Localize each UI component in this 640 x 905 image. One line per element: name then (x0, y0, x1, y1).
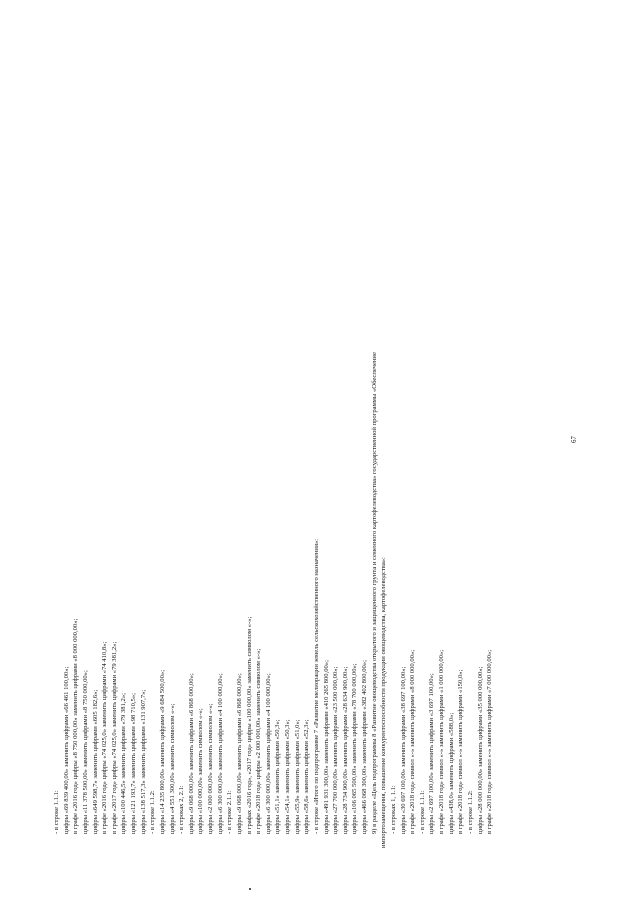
text-line: цифры «6 300 000,00» заменить цифрами «4 100 000,00»; (216, 673, 224, 834)
text-line: цифры «2 000 000,00» заменить символом «-»; (207, 703, 214, 834)
text-line: цифры «28 734 900,00» заменить цифрами «28 634 900,00»; (341, 666, 349, 834)
text-line: - в строке 1.1.2: (466, 790, 474, 834)
text-line: цифры «106 065 500,00» заменить цифрами «78 700 000,00»; (351, 663, 359, 834)
text-line: в графе «2016 год» цифры «74 025,0» заменить цифрами «74 410,8»; (101, 641, 109, 834)
text-line: цифры «138 517,3» заменить цифрами «131 907,7»; (139, 689, 147, 834)
text-line: в графе «2018 год» символ «-» заменить цифрами «7 000 000,00»; (486, 649, 494, 834)
text-line: в графе «2018 год» символ «-» заменить цифрами «1 000 000,00»; (438, 649, 445, 834)
text-line: цифры «54,1» заменить цифрами «50,3»; (284, 719, 291, 834)
text-line: цифры «14 235 800,00» заменить цифрами «9 684 500,00»; (158, 669, 166, 834)
text-line: - в строках 1, 1.1: (389, 785, 397, 834)
page-number: 67 (570, 436, 578, 443)
text-line: цифры «491 931 300,00» заменить цифрами «410 265 800,00»; (322, 660, 330, 834)
text-line: цифры «55,9» заменить цифрами «51,0»; (293, 719, 301, 834)
text-line: цифры «9 068 000,00» заменить цифрами «6 868 000,00»; (187, 673, 195, 834)
text-line: цифры «100 000,00» заменить символом «-»; (197, 708, 205, 834)
rotated-text-block (52, 96, 494, 848)
text-line: в графе «2018 год» символ «-» заменить цифрами «150,0»; (457, 669, 465, 834)
text-line: цифры «2 697 100,00» заменить цифрами «3 697 100,00»; (428, 673, 436, 834)
text-line: импортозамещения, повышение конкурентоспособности продукции овощеводства, картофелеводства»: (380, 557, 388, 848)
text-line: цифры «11 378 500,00» заменить цифрами «8 750 000,00»; (81, 670, 89, 834)
text-line: цифры «466 068 300,00» заменить цифрами «382 402 800,00»; (361, 660, 368, 834)
text-line: цифры «4 551 300,00» заменить символом «-»; (168, 703, 176, 834)
text-line: цифры «69 839 400,00» заменить цифрами «66 461 100,00»; (62, 666, 70, 834)
text-line: цифры «30 697 100,00» заменить цифрами «38 697 100,00»; (399, 666, 407, 834)
text-line: - в строке 1.1.2: (149, 790, 157, 834)
text-line: цифры «100 446,5» заменить цифрами «79 381,2»; (120, 693, 128, 834)
text-line: - в строке 1.1.1: (53, 790, 60, 834)
text-line: в графе «2018 год» цифры «2 000 000,00» заменить символом «-»; (255, 648, 263, 834)
text-line: в графе «2018 год» символ «-» заменить цифрами «8 000 000,00»; (409, 649, 417, 834)
text-line: цифры «121 193,7» заменить цифрами «98 710,5»; (130, 693, 137, 834)
text-line: 9) в разделе «Цель подпрограммы 8 «Развитие овощеводства открытого и защищенного грунта и семенного картофелеводства» государственной программы «Обеспечение (370, 352, 378, 834)
text-line: - в строке 2.1.1: (226, 790, 234, 834)
text-line: - в строке 1.1.1: (418, 790, 426, 834)
text-line: цифры «51,1» заменить цифрами «50,3»; (274, 719, 282, 834)
scan-speck (249, 888, 251, 890)
text-line: цифры «9 068 000,00» заменить цифрами «6 868 000,00»; (235, 673, 243, 834)
text-line: - в строке «Итого по подпрограмме 7 «Развитие мелиорации земель сельскохозяйственного назначения»: (312, 538, 320, 834)
text-line: цифры «649 598,7» заменить цифрами «605 182,6»; (91, 689, 99, 834)
text-line: цифры «28 000 000,00» заменить цифрами «35 000 000,00»; (476, 666, 484, 834)
text-line: цифры «438,0» заменить цифрами «588,0»; (447, 712, 455, 834)
text-line: цифры «6 300 000,00» заменить цифрами «4 100 000,00»; (264, 673, 272, 834)
text-line: цифры «58,6» заменить цифрами «52,3»; (303, 719, 311, 834)
text-line: в графах «2016 год», «2017 год» цифры «100 000,00» заменить символом «-»; (245, 616, 253, 834)
text-line: - в строках 2, 2.1: (178, 785, 186, 834)
text-line: в графе «2017 год» цифры «74 025,0» заменить цифрами «79 381,2»; (110, 641, 118, 834)
text-line: в графе «2016 год» цифры «8 750 000,00» заменить цифрами «8 000 000,00»; (72, 618, 80, 834)
text-line: цифры «27 700 000,00» заменить цифрами «23 500 000,00»; (332, 666, 340, 834)
